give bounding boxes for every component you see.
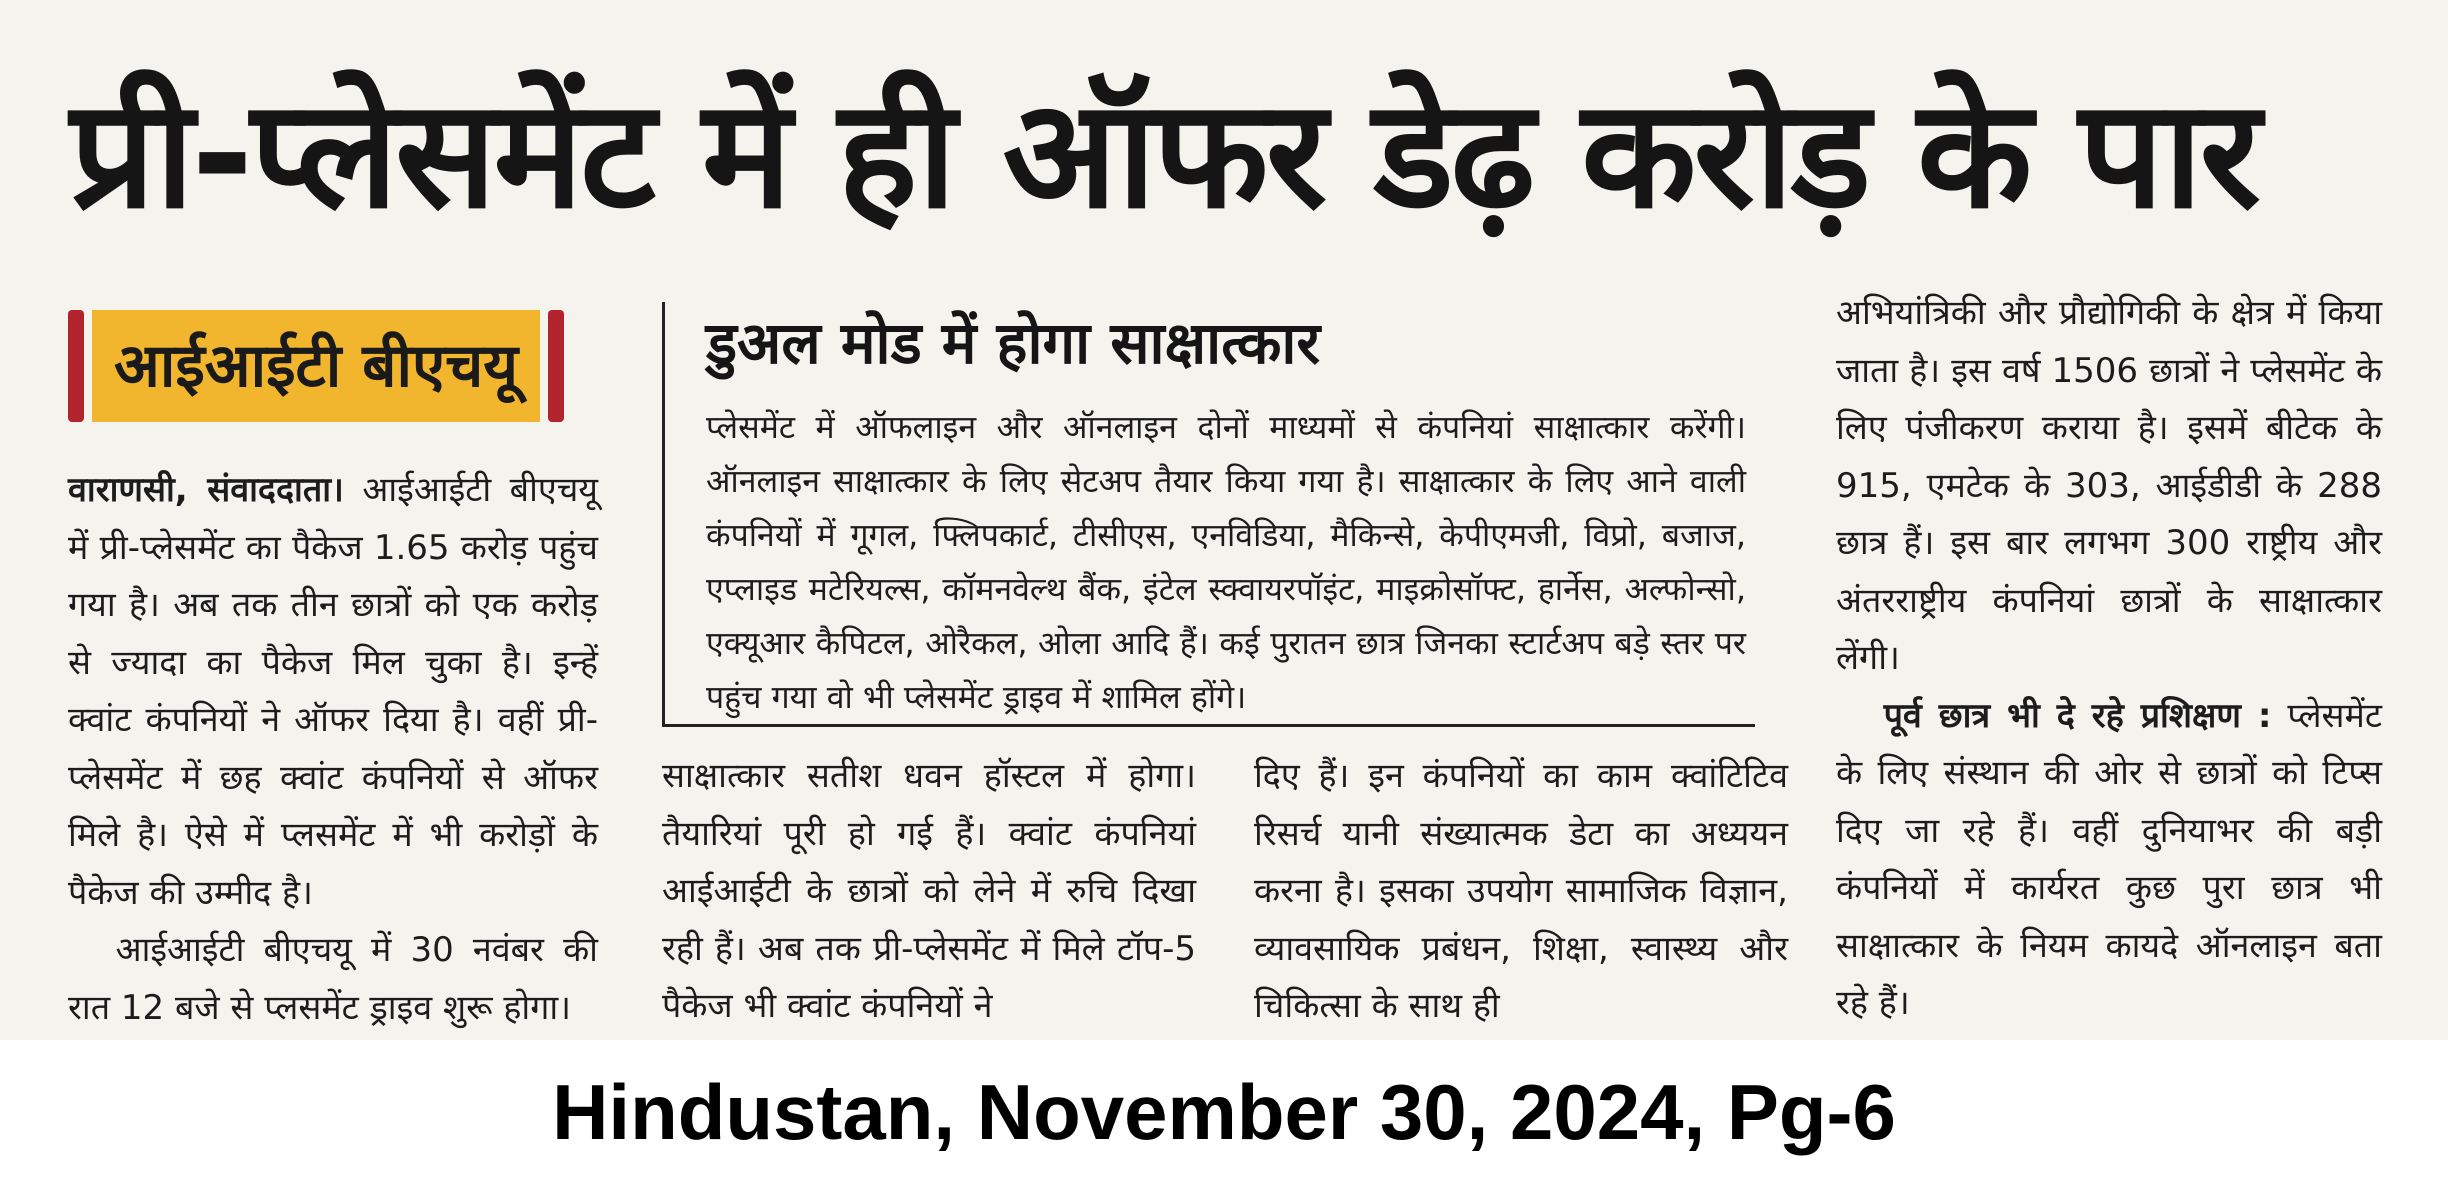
column-3: दिए हैं। इन कंपनियों का काम क्वांटिटिव रिसर्च यानी संख्यात्मक डेटा का अध्ययन करना है। इसका उपयोग सामाजिक विज्ञान, व्यावसायिक प्रबंधन, शिक्षा, स्वास्थ्य और चिकित्सा के साथ ही <box>1254 756 1788 1026</box>
column-4-para-2 <box>1836 688 2382 1033</box>
column-4 <box>1836 285 2382 1033</box>
column-4-para-2-text: प्लेसमेंट के लिए संस्थान की ओर से छात्रों को टिप्स दिए जा रहे हैं। वहीं दुनियाभर की बड़ी कंपनियों में कार्यरत कुछ पुरा छात्र भी साक्षात्कार के नियम कायदे ऑनलाइन बता रहे हैं। <box>1836 695 2382 1023</box>
column-1-para-2: आईआईटी बीएचयू में 30 नवंबर की रात 12 बजे से प्लसमेंट ड्राइव शुरू होगा। <box>68 930 598 1028</box>
headline: प्री-प्लेसमेंट में ही ऑफर डेढ़ करोड़ के पार <box>70 68 2258 242</box>
tag-left-bar <box>68 310 84 422</box>
column-4-para-1: अभियांत्रिकी और प्रौद्योगिकी के क्षेत्र में किया जाता है। इस वर्ष 1506 छात्रों ने प्लेसमेंट के लिए पंजीकरण कराया है। इसमें बीटेक के 915, एमटेक के 303, आईडीडी के 288 छात्र हैं। इस बार लगभग 300 राष्ट्रीय और अंतरराष्ट्रीय कंपनियां छात्रों के साक्षात्कार लेंगी। <box>1836 293 2382 678</box>
source-caption: Hindustan, November 30, 2024, Pg-6 <box>552 1068 1896 1156</box>
column-1-para-1 <box>68 462 598 922</box>
column-2: साक्षात्कार सतीश धवन हॉस्टल में होगा। तैयारियां पूरी हो गई हैं। क्वांट कंपनियां आईआईटी के छात्रों को लेने में रुचि दिखा रही हैं। अब तक प्री-प्लेसमेंट में मिले टॉप-5 पैकेज भी क्वांट कंपनियों ने <box>662 756 1196 1026</box>
dateline: वाराणसी, संवाददाता। <box>68 470 344 510</box>
column-1-para-1-text: आईआईटी बीएचयू में प्री-प्लेसमेंट का पैकेज 1.65 करोड़ पहुंच गया है। अब तक तीन छात्रों को एक करोड़ से ज्यादा का पैकेज मिल चुका है। इन्हें क्वांट कंपनियों ने ऑफर दिया है। वहीं प्री-प्लेसमेंट में छह क्वांट कंपनियों से ऑफर मिले है। ऐसे में प्लसमेंट में भी करोड़ों के पैकेज की उम्मीद है। <box>68 470 599 913</box>
tag-right-bar <box>548 310 564 422</box>
sidebar-body: प्लेसमेंट में ऑफलाइन और ऑनलाइन दोनों माध्यमों से कंपनियां साक्षात्कार करेंगी। ऑनलाइन साक्षात्कार के लिए सेटअप तैयार किया गया है। साक्षात्कार के लिए आने वाली कंपनियों में गूगल, फ्लिपकार्ट, टीसीएस, एनविडिया, मैकिन्से, केपीएमजी, विप्रो, बजाज, एप्लाइड मटेरियल्स, कॉमनवेल्थ बैंक, इंटेल स्क्वायरपॉइंट, माइक्रोसॉफ्ट, हार्नेस, अल्फोन्सो, एक्यूआर कैपिटल, ओरैकल, ओला आदि हैं। कई पुरातन छात्र जिनका स्टार्टअप बड़े स्तर पर पहुंच गया वो भी प्लेसमेंट ड्राइव में शामिल होंगे। <box>706 408 1746 716</box>
section-tag <box>68 310 564 422</box>
column-1 <box>68 462 598 1037</box>
sidebar-heading: डुअल मोड में होगा साक्षात्कार <box>706 309 1321 377</box>
column-4-subhead: पूर्व छात्र भी दे रहे प्रशिक्षण : <box>1883 695 2272 736</box>
section-tag-label: आईआईटी बीएचयू <box>92 310 540 422</box>
